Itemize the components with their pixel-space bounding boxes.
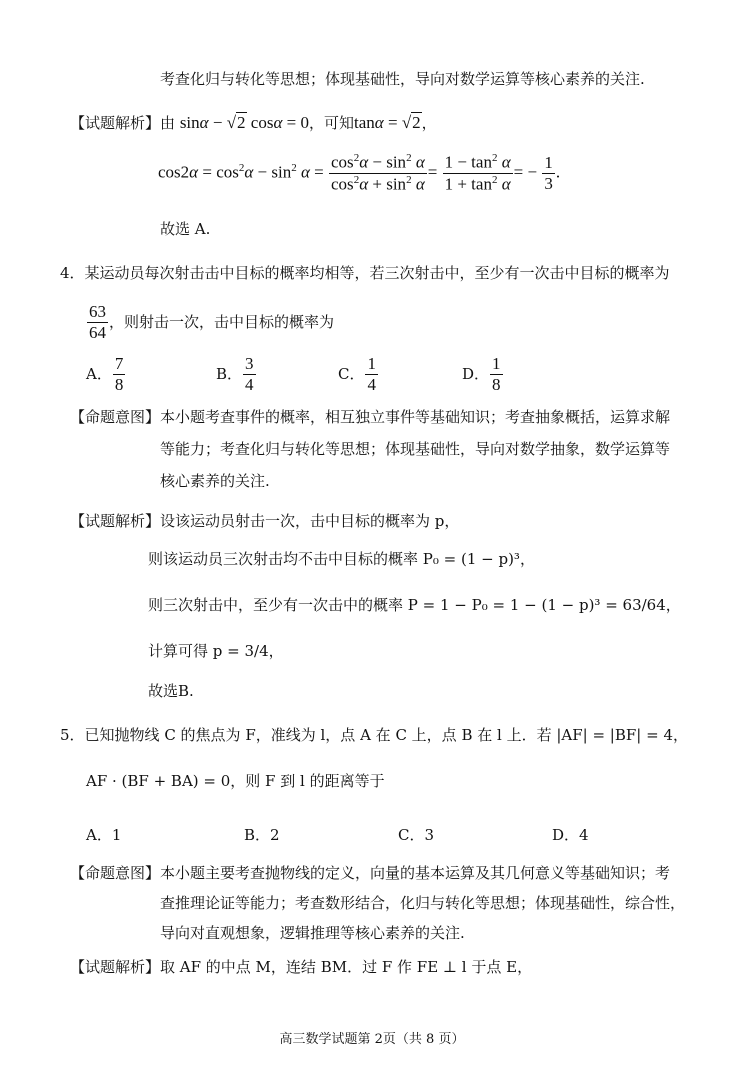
prev-block-end: 考查化归与转化等思想；体现基础性，导向对数学运算等核心素养的关注.: [160, 70, 645, 88]
q5-intent-line1: 【命题意图】本小题主要考查抛物线的定义，向量的基本运算及其几何意义等基础知识；考: [70, 864, 671, 882]
q5-option-a: A．1: [86, 826, 122, 844]
q4-solution-line4: 计算可得 p = 3/4，: [148, 642, 284, 660]
q4-stem-line1: 4．某运动员每次射击击中目标的概率均相等，若三次射击中，至少有一次击中目标的概率为: [60, 264, 670, 282]
q4-answer: 故选B.: [148, 682, 194, 700]
q3-frac3: $\frac{1}{3}$: [544, 152, 553, 194]
q4-option-b: B． $\frac{3}{4}$: [216, 354, 254, 395]
q4-solution-line3: 则三次射击中，至少有一次击中的概率 P = 1 − P₀ = 1 − (1 − p)³ = 63/64，: [148, 596, 681, 614]
q4-intent-line2: 等能力；考查化归与转化等思想；体现基础性，导向对数学抽象，数学运算等: [160, 440, 671, 458]
q5-option-c: C．3: [398, 826, 435, 844]
q5-intent-line2: 查推理论证等能力；考查数形结合，化归与转化等思想；体现基础性，综合性，: [160, 894, 686, 912]
q3-answer: 故选 A.: [160, 220, 211, 238]
q3-sol-eq1: sinα − √2 cosα = 0: [179, 113, 309, 132]
q3-sol-eq2: tanα = √2: [354, 113, 421, 132]
q4-stem-line2: $\frac{63}{64}$ ，则射击一次，击中目标的概率为: [89, 302, 335, 343]
q4-intent-line3: 核心素养的关注.: [160, 472, 270, 490]
q3-frac1: $\frac{\cos^2\alpha - \sin^2 \alpha}{\cos^2\alpha + \sin^2 \alpha}$: [331, 152, 425, 194]
q5-option-b: B．2: [244, 826, 280, 844]
q4-option-c: C． $\frac{1}{4}$: [338, 354, 376, 395]
solution-tag: 【试题解析】: [70, 114, 161, 132]
q3-frac2: $\frac{1 - \tan^2 \alpha}{1 + \tan^2 \alpha}$: [444, 152, 511, 194]
q4-option-d: D． $\frac{1}{8}$: [462, 354, 501, 395]
q4-intent-line1: 【命题意图】本小题考查事件的概率，相互独立事件等基础知识；考查抽象概括，运算求解: [70, 408, 671, 426]
q5-stem-line2: AF · (BF + BA) = 0，则 F 到 l 的距离等于: [86, 772, 385, 790]
q4-option-a: A． $\frac{7}{8}$: [86, 354, 124, 395]
q4-frac-63-64: $\frac{63}{64}$: [89, 302, 106, 343]
q3-sol-end: ，: [421, 114, 437, 132]
q5-option-d: D．4: [552, 826, 589, 844]
q4-solution-line1: 【试题解析】设该运动员射击一次，击中目标的概率为 p，: [70, 512, 460, 530]
q4-number: 4．: [60, 264, 85, 282]
q5-number: 5．: [60, 726, 85, 744]
q5-solution-line1: 【试题解析】取 AF 的中点 M，连结 BM．过 F 作 FE ⊥ l 于点 E，: [70, 958, 533, 976]
q4-solution-line2: 则该运动员三次射击均不击中目标的概率 P₀ = (1 − p)³，: [148, 550, 535, 568]
page-footer: 高三数学试题第 2页（共 8 页）: [279, 1032, 465, 1047]
q3-sol-lead: 由: [160, 114, 176, 132]
q3-solution-line1: [70, 112, 437, 133]
q5-intent-line3: 导向对直观想象，逻辑推理等核心素养的关注.: [160, 924, 465, 942]
q3-sol-mid: ，可知: [308, 114, 354, 132]
q3-equation: $\cos 2\alpha = \cos^2\alpha - \sin^2 \alpha$ = $\frac{\cos^2\alpha - \sin^2 \alpha}{\cos^2\alpha + \sin^2 \alpha}$ = $\frac{1 - \tan^2 \alpha}{1 + \tan^2 \alpha}$ = − $\frac{1}{3}$ .: [158, 152, 561, 194]
q5-stem-line1: 5．已知抛物线 C 的焦点为 F，准线为 l，点 A 在 C 上，点 B 在 l 上．若 |AF| = |BF| = 4，: [60, 726, 688, 744]
